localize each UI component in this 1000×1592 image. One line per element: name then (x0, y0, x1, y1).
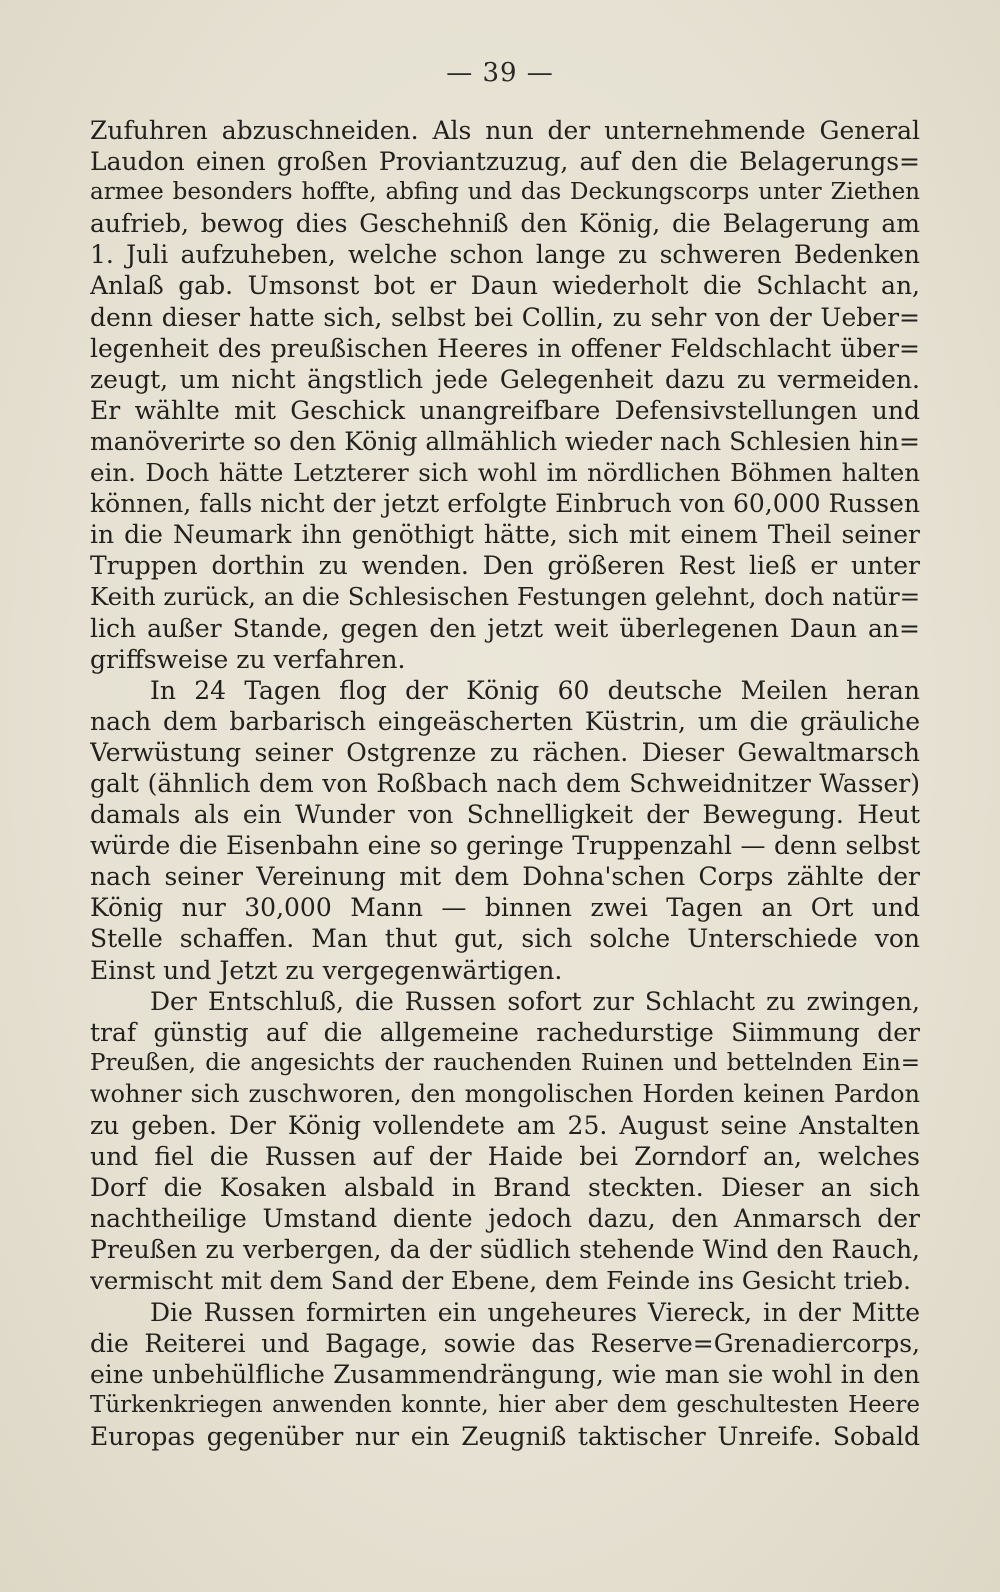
text-line: Türkenkriegen anwenden konnte, hier aber dem geschultesten Heere (90, 1391, 920, 1418)
text-line: denn dieser hatte sich, selbst bei Collin, zu sehr von der Ueber= (90, 302, 920, 332)
text-line: zeugt, um nicht ängstlich jede Gelegenheit dazu zu vermeiden. (90, 364, 920, 394)
text-line: manöverirte so den König allmählich wieder nach Schlesien hin= (90, 426, 920, 456)
text-line: können, falls nicht der jetzt erfolgte Einbruch von 60,000 Russen (90, 489, 920, 519)
text-line: nachtheilige Umstand diente jedoch dazu, den Anmarsch der (90, 1204, 920, 1234)
body-text (90, 115, 920, 1452)
text-line: vermischt mit dem Sand der Ebene, dem Feinde ins Gesicht trieb. (90, 1266, 911, 1296)
text-line: damals als ein Wunder von Schnelligkeit der Bewegung. Heut (90, 800, 920, 830)
text-line: Die Russen formirten ein ungeheures Viereck, in der Mitte (150, 1297, 920, 1327)
text-line: Anlaß gab. Umsonst bot er Daun wiederholt die Schlacht an, (90, 271, 920, 301)
text-line: eine unbehülfliche Zusammendrängung, wie man sie wohl in den (90, 1359, 920, 1389)
text-line: nach seiner Vereinung mit dem Dohna'schen Corps zählte der (90, 862, 920, 892)
text-line: wohner sich zuschworen, den mongolischen Horden keinen Pardon (90, 1079, 920, 1108)
text-line: Verwüstung seiner Ostgrenze zu rächen. Dieser Gewaltmarsch (90, 737, 920, 767)
text-line: Einst und Jetzt zu vergegenwärtigen. (90, 955, 563, 985)
text-line: nach dem barbarisch eingeäscherten Küstrin, um die gräuliche (90, 706, 920, 736)
text-line: zu geben. Der König vollendete am 25. August seine Anstalten (90, 1111, 920, 1140)
text-line: Stelle schaffen. Man thut gut, sich solche Unterschiede von (90, 924, 920, 954)
text-line: Preußen, die angesichts der rauchenden Ruinen und bettelnden Ein= (90, 1049, 920, 1076)
text-line: die Reiterei und Bagage, sowie das Reserve=Grenadiercorps, (90, 1328, 920, 1358)
text-line: Preußen zu verbergen, da der südlich stehende Wind den Rauch, (90, 1235, 920, 1265)
text-line: Laudon einen großen Proviantzuzug, auf den die Belagerungs= (90, 147, 920, 177)
text-line: Zufuhren abzuschneiden. Als nun der unternehmende General (90, 116, 920, 145)
text-line: lich außer Stande, gegen den jetzt weit überlegenen Daun an= (90, 613, 920, 643)
text-line: König nur 30,000 Mann — binnen zwei Tagen an Ort und (90, 893, 920, 923)
text-line: Der Entschluß, die Russen sofort zur Schlacht zu zwingen, (150, 986, 920, 1016)
text-line: Truppen dorthin zu wenden. Den größeren Rest ließ er unter (90, 551, 920, 581)
text-line: ein. Doch hätte Letzterer sich wohl im nördlichen Böhmen halten (90, 458, 920, 488)
text-line: aufrieb, bewog dies Geschehniß den König, die Belagerung am (90, 209, 920, 239)
text-line: galt (ähnlich dem von Roßbach nach dem Schweidnitzer Wasser) (90, 768, 920, 798)
text-line: Dorf die Kosaken alsbald in Brand steckten. Dieser an sich (90, 1173, 920, 1203)
text-line: und fiel die Russen auf der Haide bei Zorndorf an, welches (90, 1142, 920, 1172)
text-line: 1. Juli aufzuheben, welche schon lange zu schweren Bedenken (90, 240, 920, 270)
page-number: — 39 — (446, 58, 554, 88)
text-line: armee besonders hoffte, abfing und das Deckungscorps unter Ziethen (90, 179, 920, 206)
text-line: in die Neumark ihn genöthigt hätte, sich mit einem Theil seiner (90, 520, 920, 550)
text-line: griffsweise zu verfahren. (90, 644, 406, 674)
text-line: In 24 Tagen flog der König 60 deutsche Meilen heran (150, 675, 920, 705)
text-line: Europas gegenüber nur ein Zeugniß taktischer Unreife. Sobald (90, 1421, 920, 1451)
text-line: würde die Eisenbahn eine so geringe Truppenzahl — denn selbst (90, 831, 920, 861)
text-line: legenheit des preußischen Heeres in offener Feldschlacht über= (90, 333, 920, 363)
text-line: traf günstig auf die allgemeine rachedurstige Siimmung der (90, 1017, 920, 1047)
text-line: Keith zurück, an die Schlesischen Festungen gelehnt, doch natür= (90, 582, 920, 612)
text-line: Er wählte mit Geschick unangreifbare Defensivstellungen und (90, 395, 920, 425)
